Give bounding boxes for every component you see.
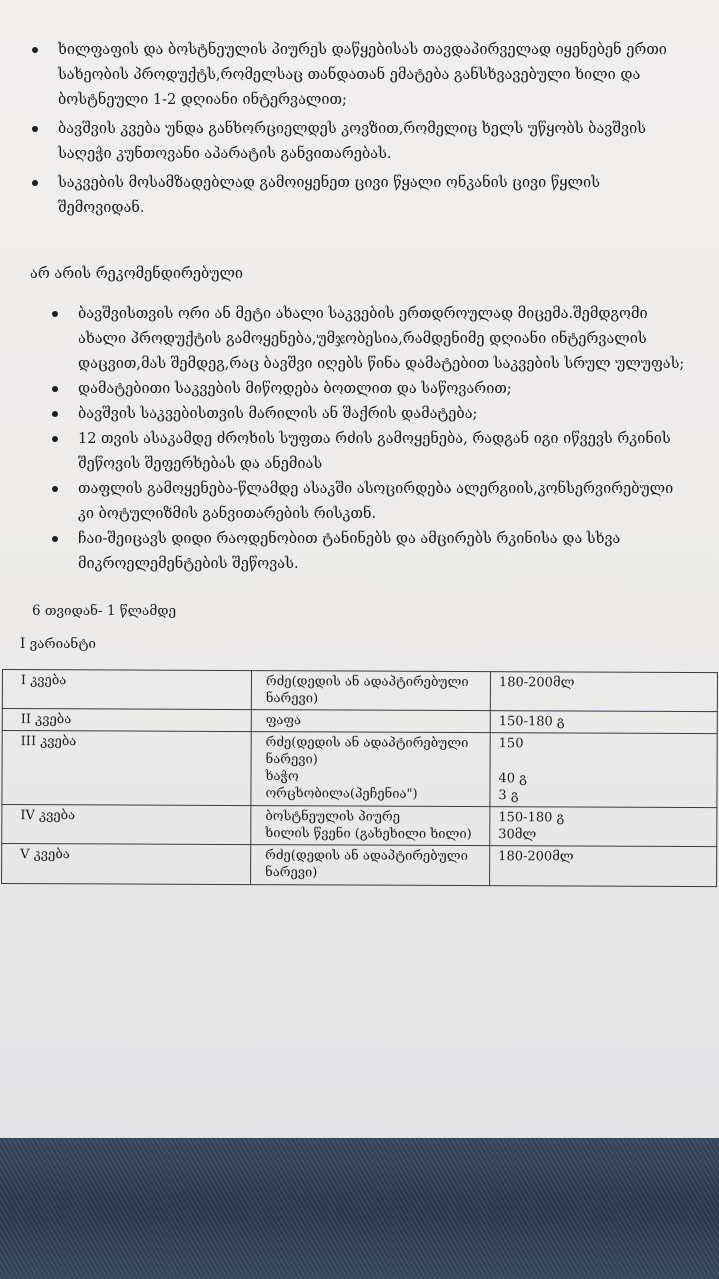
food-cell: ფაფა — [251, 710, 490, 733]
food-cell: რძე(დედის ან ადაპტირებული ნარევი) — [251, 671, 490, 711]
bullet-icon — [52, 411, 58, 417]
bullet-icon — [32, 180, 38, 186]
bullet-icon — [52, 486, 58, 492]
meal-cell: I კვება — [2, 670, 251, 710]
food-cell: რძე(დედის ან ადაპტირებული ნარევი) — [251, 845, 490, 886]
bullet-icon — [32, 47, 38, 53]
list-item: ჩაი-შეიცავს დიდი რაოდენობით ტანინებს და ამცირებს რკინისა და სხვა მიკროელემენტების შეწოვას. — [52, 527, 692, 577]
meal-cell: II კვება — [2, 709, 251, 732]
bullet-icon — [52, 311, 58, 317]
age-heading: 6 თვიდან- 1 წლამდე — [32, 603, 177, 619]
bullet-icon — [52, 436, 58, 442]
list-item: ბავშვის საკვებისთვის მარილის ან შაქრის დამატება; — [52, 402, 692, 427]
amount-cell: 150 40 გ 3 გ — [490, 733, 717, 808]
list-item: დამატებითი საკვების მიწოდება ბოთლით და საწოვარით; — [52, 377, 692, 402]
not-recommended-heading: არ არის რეკომენდირებული — [30, 266, 244, 282]
amount-cell: 180-200მლ — [490, 846, 717, 887]
not-recommended-list — [52, 302, 692, 577]
food-cell: რძე(დედის ან ადაპტირებული ნარევი) ხაჭო ორცხობილა(პეჩენია") — [251, 732, 490, 807]
bullet-icon — [52, 386, 58, 392]
meal-cell: III კვება — [2, 731, 251, 806]
list-item: ბავშვის კვება უნდა განხორციელდეს კოვზით,რომელიც ხელს უწყობს ბავშვის საღეჭი კუნთოვანი აპარატის განვითარებას. — [30, 117, 690, 167]
meal-cell: IV კვება — [2, 805, 251, 845]
meal-plan-table — [1, 669, 718, 887]
list-item: თაფლის გამოყენება-წლამდე ასაკში ასოცირდება ალერგიის,კონსერვირებული კი ბოტულიზმის განვითარების რისკთნ. — [52, 477, 692, 527]
meal-cell: V კვება — [2, 844, 251, 885]
list-item: საკვების მოსამზადებლად გამოიყენეთ ცივი წყალი ონკანის ცივი წყლის შემოვიდან. — [30, 171, 690, 221]
table-row — [2, 805, 717, 847]
table-row — [2, 731, 717, 808]
bullet-icon — [52, 536, 58, 542]
intro-bullet-list — [30, 38, 690, 221]
amount-cell: 150-180 გ 30მლ — [490, 807, 717, 847]
table-row — [2, 844, 717, 887]
table-row — [2, 709, 717, 734]
list-item: 12 თვის ასაკამდე ძროხის სუფთა რძის გამოყენება, რადგან იგი იწვევს რკინის შეწოვის შეფერხებას და ანემიას — [52, 427, 692, 477]
amount-cell: 180-200მლ — [490, 672, 717, 712]
table-row — [2, 670, 717, 712]
amount-cell: 150-180 გ — [490, 711, 717, 734]
food-cell: ბოსტნეულის პიურე ხილის წვენი (გახეხილი ხილი) — [251, 806, 490, 846]
variant-heading: I ვარიანტი — [20, 636, 96, 652]
list-item: ბავშვისთვის ორი ან მეტი ახალი საკვების ერთდროულად მიცემა.შემდგომი ახალი პროდუქტის გამოყენება,უმჯობესია,რამდენიმე დღიანი ინტერვალის დაცვით,მას შემდეგ,რაც ბავშვი იღებს წინა დამატებით საკვების სრულ ულუფას; — [52, 302, 692, 377]
bullet-icon — [32, 126, 38, 132]
background-fabric — [0, 1138, 719, 1279]
list-item: ხილფაფის და ბოსტნეულის პიურეს დაწყებისას თავდაპირველად იყენებენ ერთი სახეობის პროდუქტს,რომელსაც თანდათან ემატება განსხვავებული ხილი და ბოსტნეული 1-2 დღიანი ინტერვალით; — [30, 38, 690, 113]
